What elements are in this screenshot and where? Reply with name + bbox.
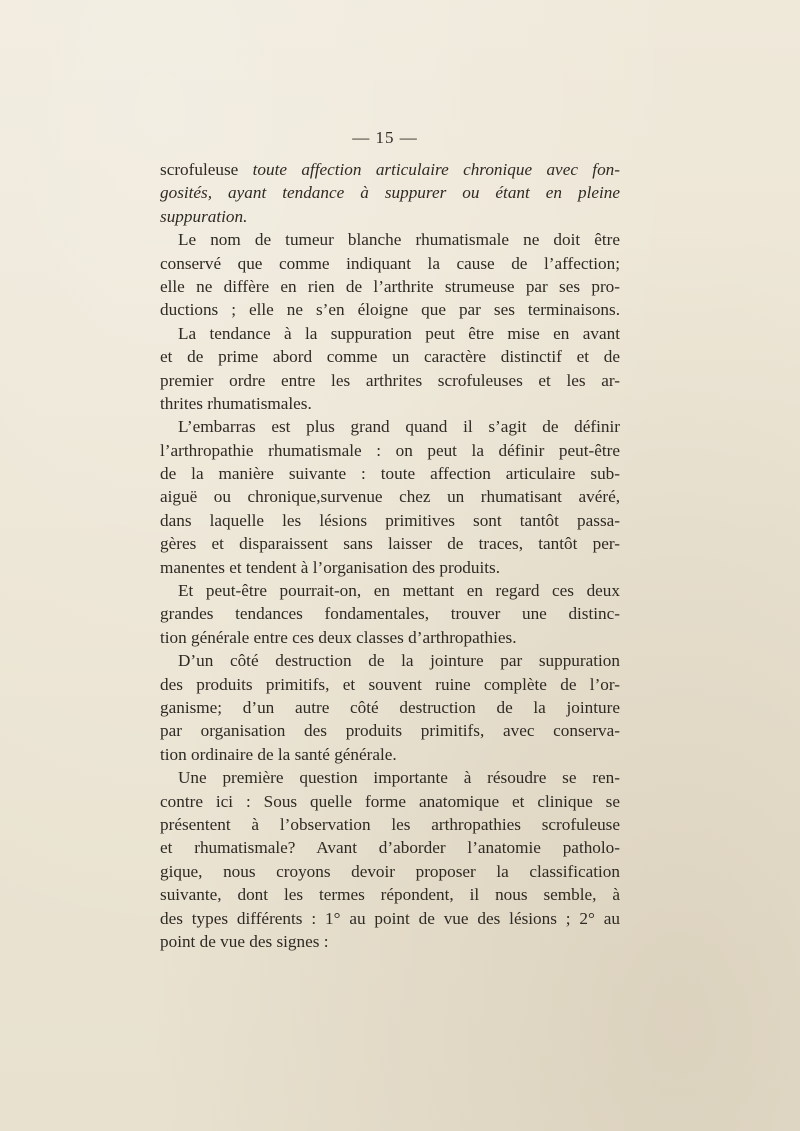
text-segment: et de prime abord comme un caractère distinctif et de	[160, 347, 620, 367]
text-line	[160, 813, 620, 836]
text-line	[160, 696, 620, 719]
text-segment: gères et disparaissent sans laisser de traces, tantôt per-	[160, 534, 620, 554]
text-line	[160, 392, 620, 415]
text-segment: tion générale entre ces deux classes d’arthropathies.	[160, 627, 517, 647]
text-segment: l’arthropathie rhumatismale : on peut la définir peut-être	[160, 440, 620, 460]
text-line	[160, 673, 620, 696]
text-line	[160, 415, 620, 438]
text-line	[160, 298, 620, 321]
text-line	[160, 158, 620, 181]
text-line	[160, 556, 620, 579]
italic-text-segment: gosités, ayant tendance à suppurer ou étant en pleine	[160, 183, 620, 203]
text-segment: par organisation des produits primitifs, avec conserva-	[160, 721, 620, 741]
text-segment: des types différents : 1° au point de vue des lésions ; 2° au	[160, 908, 620, 928]
text-line	[160, 930, 620, 953]
text-line	[160, 602, 620, 625]
text-line	[160, 485, 620, 508]
text-line	[160, 228, 620, 251]
text-segment: conservé que comme indiquant la cause de l’affection;	[160, 253, 620, 273]
text-segment: D’un côté destruction de la jointure par suppuration	[178, 651, 620, 671]
text-line	[160, 883, 620, 906]
text-line	[160, 345, 620, 368]
text-line	[160, 836, 620, 859]
text-segment: de la manière suivante : toute affection articulaire sub-	[160, 464, 620, 484]
text-segment: aiguë ou chronique,survenue chez un rhumatisant avéré,	[160, 487, 620, 507]
text-segment: Le nom de tumeur blanche rhumatismale ne doit être	[178, 230, 620, 250]
text-line	[160, 907, 620, 930]
text-line	[160, 252, 620, 275]
text-line	[160, 509, 620, 532]
text-line	[160, 369, 620, 392]
text-segment: gique, nous croyons devoir proposer la classification	[160, 861, 620, 881]
text-line	[160, 766, 620, 789]
text-line	[160, 860, 620, 883]
text-line	[160, 462, 620, 485]
text-segment: contre ici : Sous quelle forme anatomique et clinique se	[160, 791, 620, 811]
body-text	[160, 158, 620, 953]
text-line	[160, 743, 620, 766]
text-segment: tion ordinaire de la santé générale.	[160, 744, 397, 764]
text-segment: ductions ; elle ne s’en éloigne que par ses terminaisons.	[160, 300, 620, 320]
text-segment: L’embarras est plus grand quand il s’agit de définir	[178, 417, 620, 437]
text-segment: suivante, dont les termes répondent, il nous semble, à	[160, 885, 620, 905]
text-line	[160, 439, 620, 462]
text-segment: dans laquelle les lésions primitives sont tantôt passa-	[160, 510, 620, 530]
text-line	[160, 181, 620, 204]
text-line	[160, 649, 620, 672]
text-line	[160, 790, 620, 813]
text-line	[160, 205, 620, 228]
text-segment: présentent à l’observation les arthropathies scrofuleuse	[160, 814, 620, 834]
text-segment: ganisme; d’un autre côté destruction de la jointure	[160, 697, 620, 717]
italic-text-segment: suppuration.	[160, 206, 248, 226]
text-segment: premier ordre entre les arthrites scrofuleuses et les ar-	[160, 370, 620, 390]
italic-text-segment: toute affection articulaire chronique avec fon-	[252, 160, 620, 179]
text-line	[160, 626, 620, 649]
text-segment: Une première question importante à résoudre se ren-	[178, 768, 620, 788]
page-number: — 15 —	[352, 128, 418, 147]
text-segment: manentes et tendent à l’organisation des produits.	[160, 557, 501, 577]
text-segment: des produits primitifs, et souvent ruine complète de l’or-	[160, 674, 620, 694]
text-line	[160, 322, 620, 345]
text-segment: scrofuleuse	[160, 160, 253, 179]
text-segment: La tendance à la suppuration peut être mise en avant	[178, 323, 620, 343]
text-segment: grandes tendances fondamentales, trouver une distinc-	[160, 604, 620, 624]
text-line	[160, 579, 620, 602]
text-line	[160, 275, 620, 298]
text-line	[160, 532, 620, 555]
text-segment: et rhumatismale? Avant d’aborder l’anatomie patholo-	[160, 838, 620, 858]
text-segment: Et peut-être pourrait-on, en mettant en regard ces deux	[178, 581, 620, 601]
text-segment: elle ne diffère en rien de l’arthrite strumeuse par ses pro-	[160, 276, 620, 296]
text-segment: point de vue des signes :	[160, 931, 329, 951]
text-line	[160, 719, 620, 742]
text-segment: thrites rhumatismales.	[160, 393, 312, 413]
